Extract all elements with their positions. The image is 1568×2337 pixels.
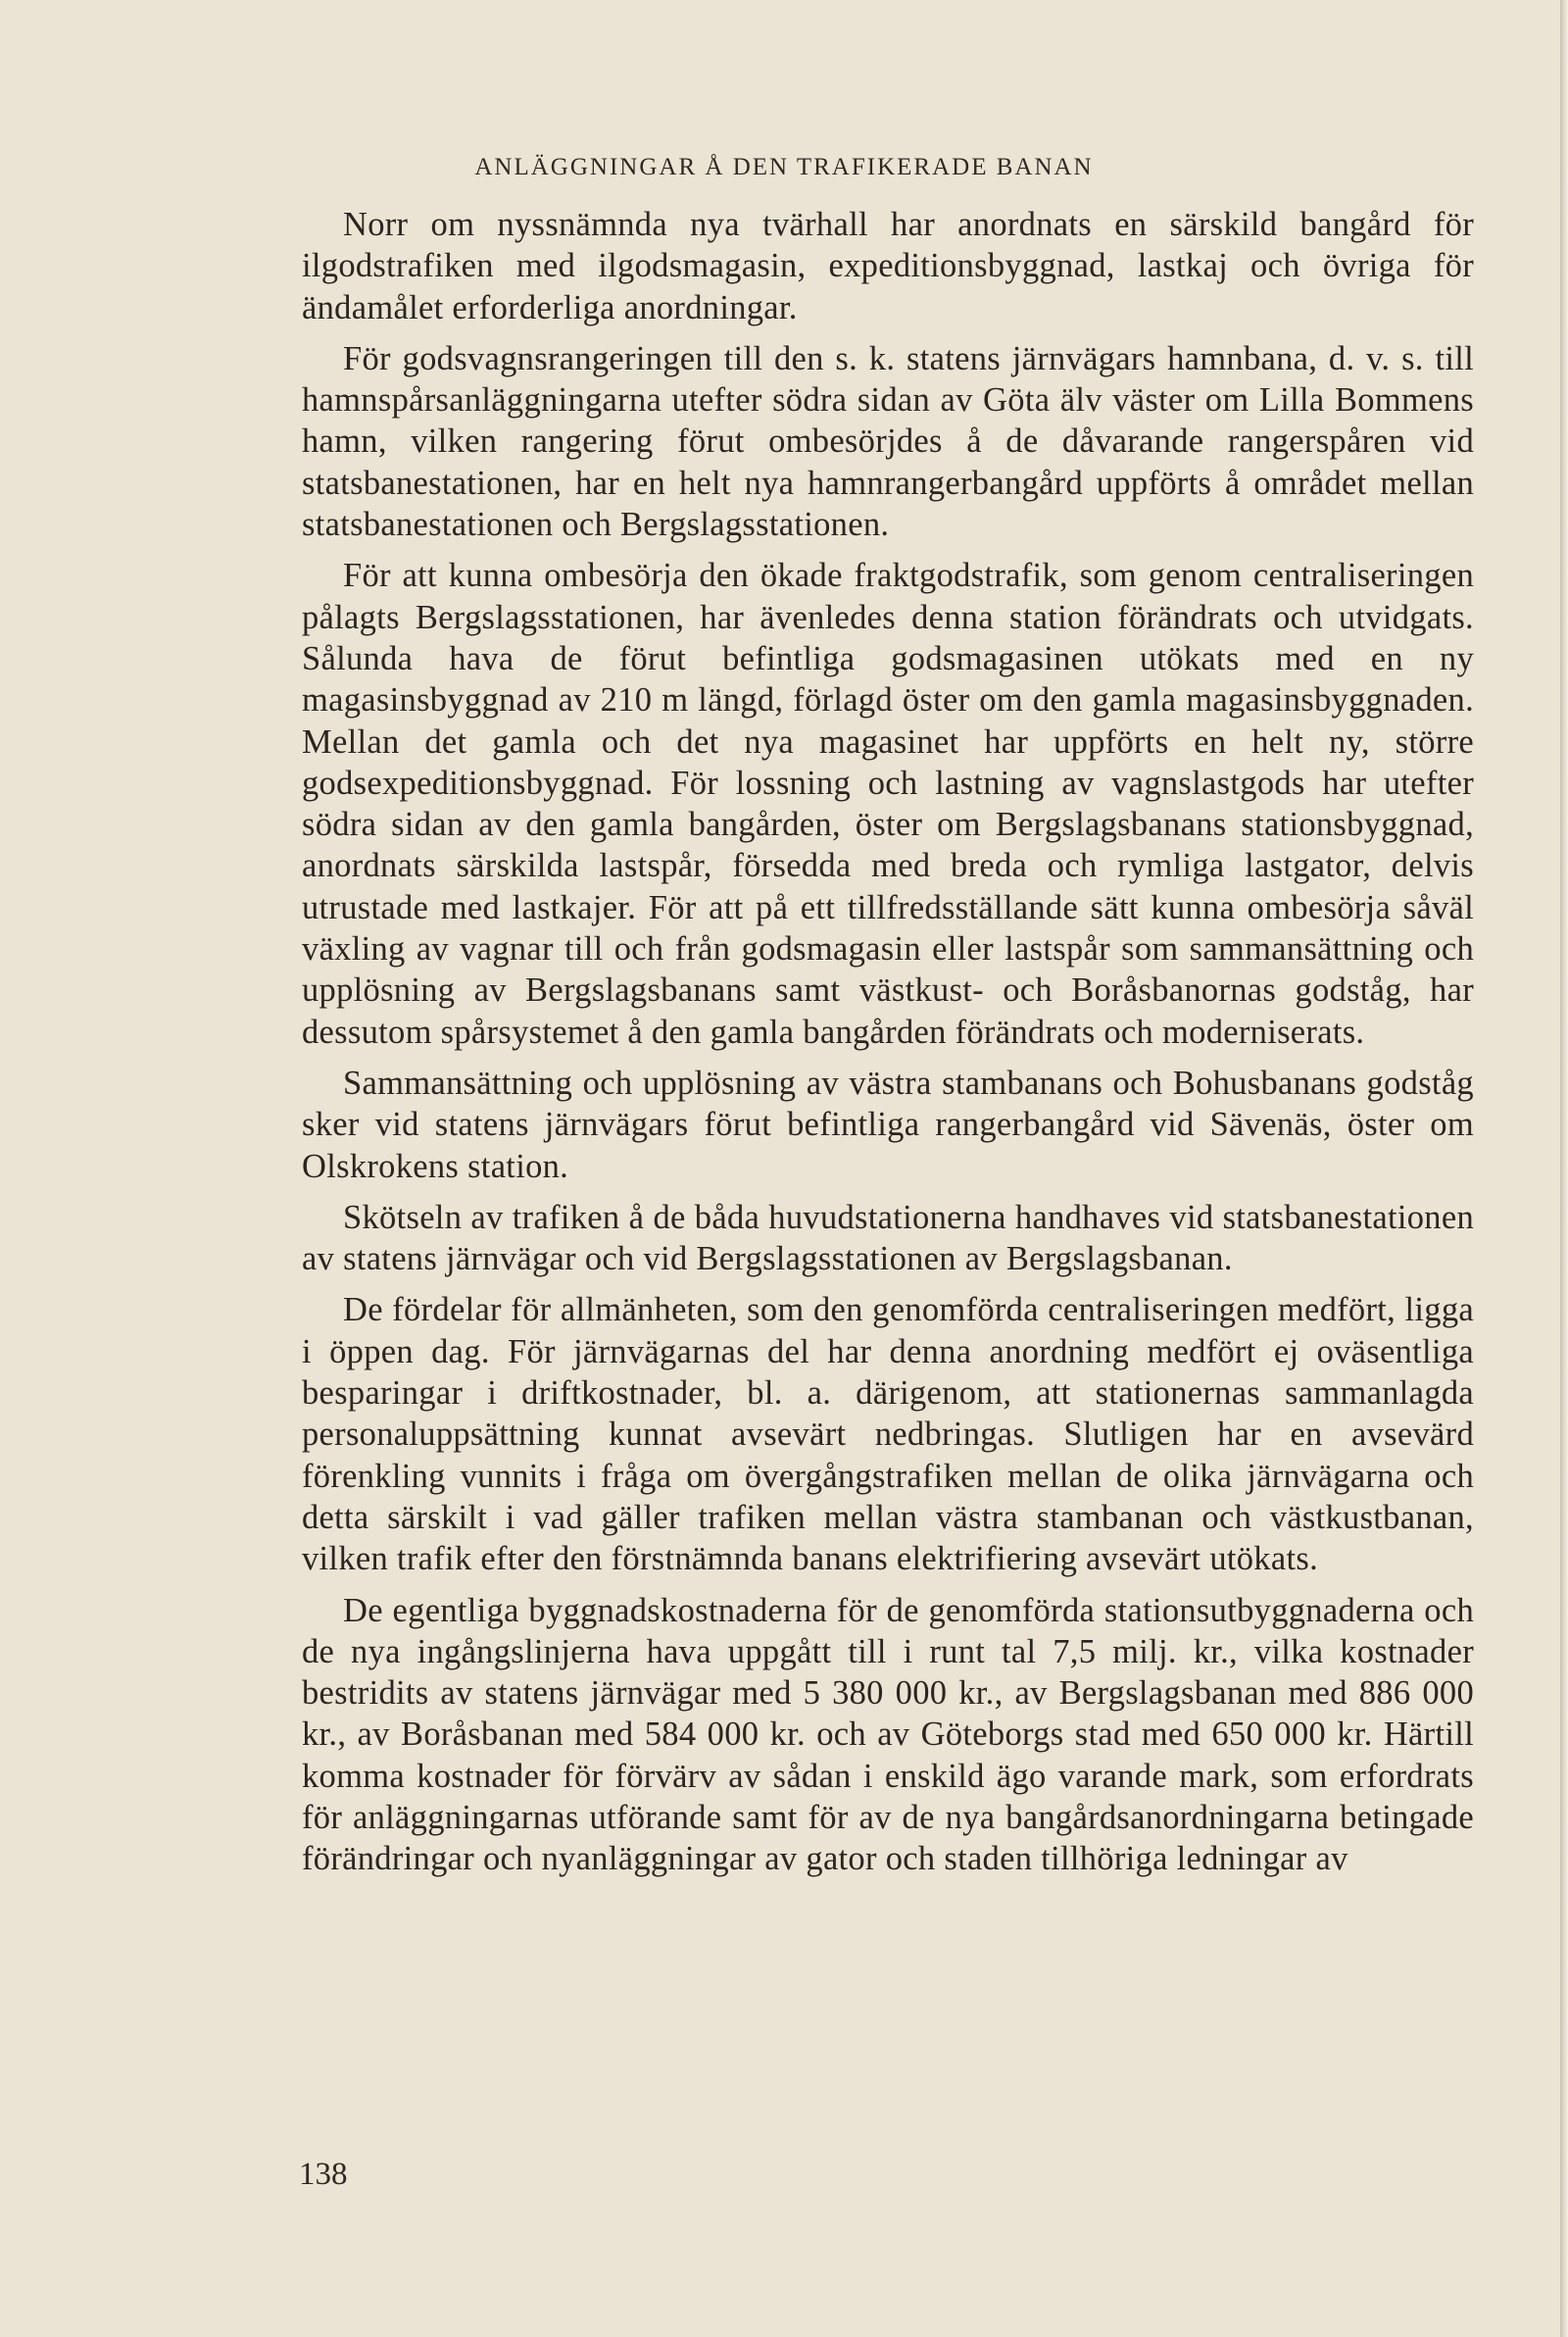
page-number: 138: [299, 2157, 348, 2192]
paragraph-ilgods: Norr om nyssnämnda nya tvärhall har anordnats en särskild bangård för ilgodstrafiken med ilgodsmagasin, expeditionsbyggnad, lastkaj och övriga för ändamålet erforderliga anordningar.: [302, 206, 1474, 326]
paragraph-skotseln: Skötseln av trafiken å de båda huvudstationerna handhaves vid statsbanestationen av statens järnvägar och vid Bergslagsstationen av Bergslagsbanan.: [302, 1198, 1474, 1278]
paragraph-fordelar: De fördelar för allmänheten, som den genomförda centraliseringen medfört, ligga i öppen dag. För järnvägarnas del har denna anordning medfört ej oväsentliga besparingar i driftkostnader, bl. a. därigenom, att stationernas sammanlagda personaluppsättning kunnat avsevärt nedbringas. Slutligen har en avsevärd förenkling vunnits i fråga om övergångstrafiken mellan de olika järnvägarna och detta särskilt i vad gäller trafiken mellan västra stambanan och västkustbanan, vilken trafik efter den förstnämnda banans elektrifiering avsevärt utökats.: [302, 1291, 1474, 1578]
paragraph-hamnbana: För godsvagnsrangeringen till den s. k. statens järnvägars hamnbana, d. v. s. till hamnspårsanläggningarna utefter södra sidan av Göta älv väster om Lilla Bommens hamn, vilken rangering förut ombesörjdes å de dåvarande rangerspåren vid statsbanestationen, har en helt nya hamnrangerbangård uppförts å området mellan statsbanestationen och Bergslagsstationen.: [302, 339, 1474, 544]
paragraph-kostnader: De egentliga byggnadskostnaderna för de genomförda stationsutbyggnaderna och de nya ingångslinjerna hava uppgått till i runt tal 7,5 milj. kr., vilka kostnader bestridits av statens järnvägar med 5 380 000 kr., av Bergslagsbanan med 886 000 kr., av Boråsbanan med 584 000 kr. och av Göteborgs stad med 650 000 kr. Härtill komma kostnader för förvärv av sådan i enskild ägo varande mark, som erfordrats för anläggningarnas utförande samt för av de nya bangårdsanordningarna betingade förändringar och nyanläggningar av gator och staden tillhöriga ledningar av: [302, 1591, 1474, 1878]
page-edge: [1560, 0, 1568, 2337]
body-text: [302, 204, 1474, 1890]
paragraph-bergslagsstationen: För att kunna ombesörja den ökade fraktgodstrafik, som genom centraliseringen pålagts Bergslagsstationen, har ävenledes denna station förändrats och utvidgats. Sålunda hava de förut befintliga godsmagasinen utökats med en ny magasinsbyggnad av 210 m längd, förlagd öster om den gamla magasinsbyggnaden. Mellan det gamla och det nya magasinet har uppförts en helt ny, större godsexpeditionsbyggnad. För lossning och lastning av vagnslastgods har utefter södra sidan av den gamla bangården, öster om Bergslagsbanans stationsbyggnad, anordnats särskilda lastspår, försedda med breda och rymliga lastgator, delvis utrustade med lastkajer. För att på ett tillfredsställande sätt kunna ombesörja såväl växling av vagnar till och från godsmagasin eller lastspår som sammansättning och upplösning av Bergslagsbanans samt västkust- och Boråsbanornas godståg, har dessutom spårsystemet å den gamla bangården förändrats och moderniserats.: [302, 557, 1474, 1051]
paragraph-savenas: Sammansättning och upplösning av västra stambanans och Bohusbanans godståg sker vid statens järnvägars förut befintliga rangerbangård vid Sävenäs, öster om Olskrokens station.: [302, 1064, 1474, 1185]
running-head: ANLÄGGNINGAR Å DEN TRAFIKERADE BANAN: [474, 154, 1094, 180]
